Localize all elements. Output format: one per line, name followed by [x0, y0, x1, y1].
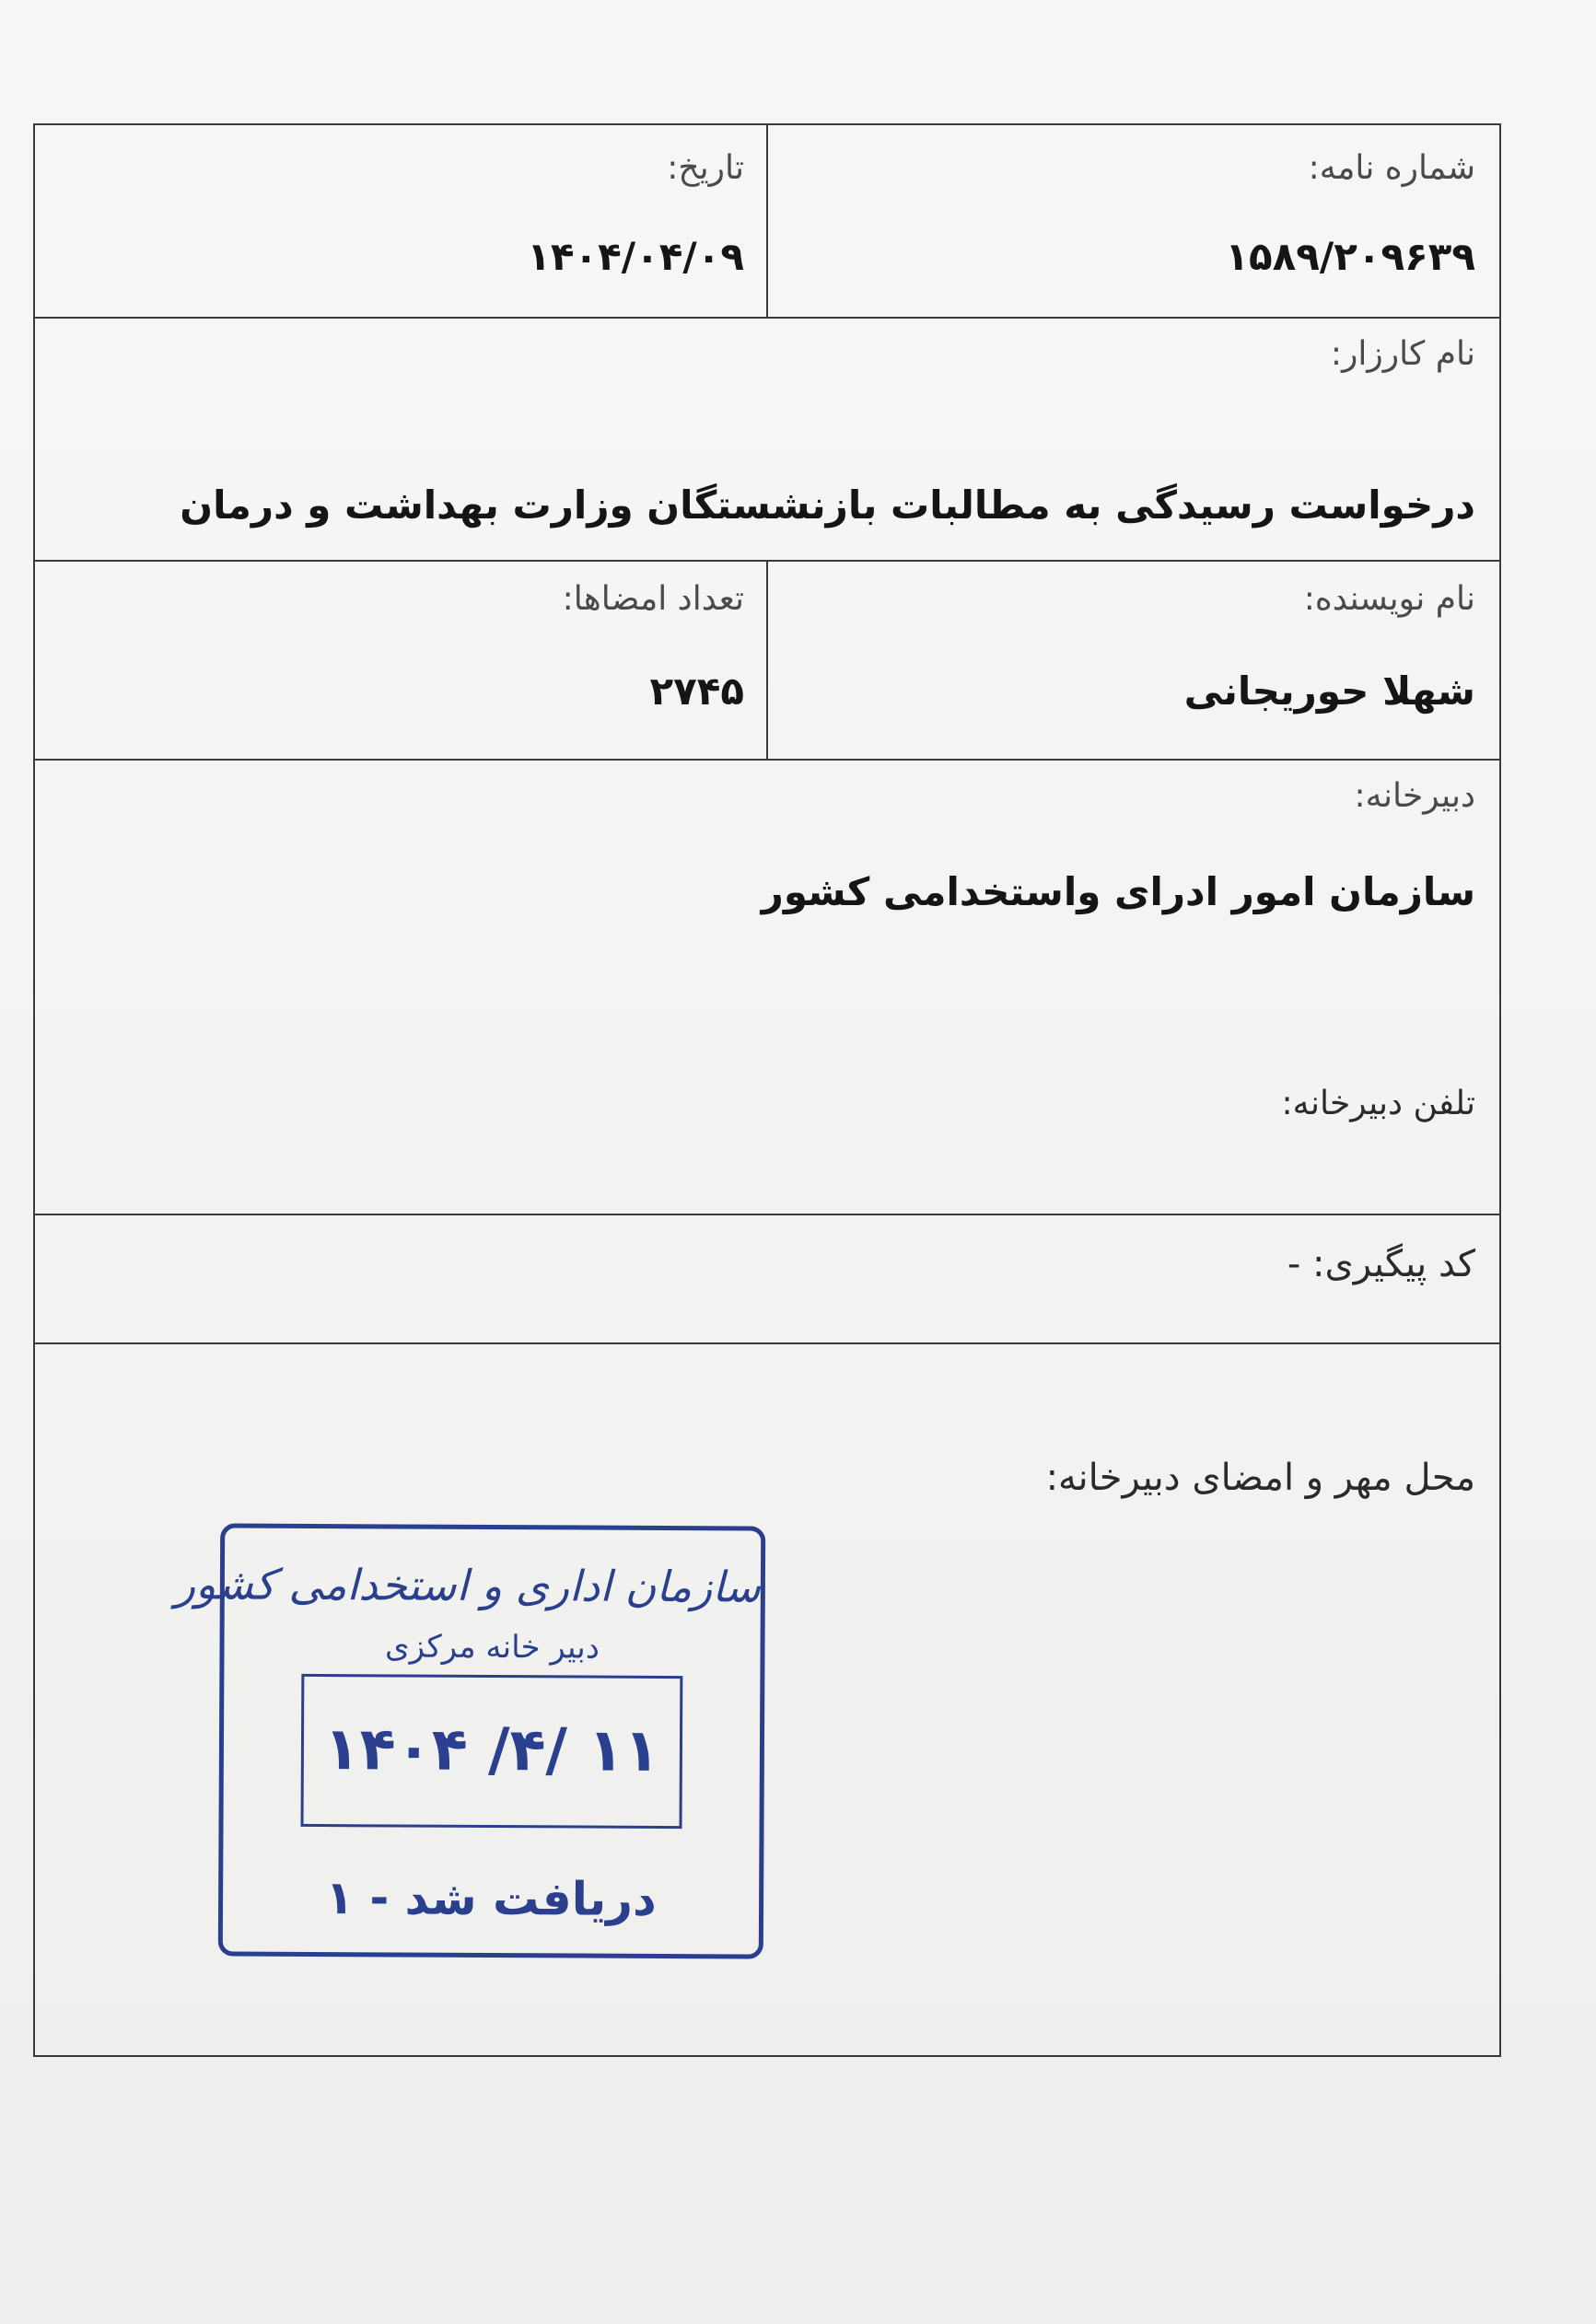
row-secretariat — [35, 761, 1499, 1215]
author-cell — [766, 562, 1499, 759]
letter-number-label: شماره نامه: — [1308, 149, 1475, 187]
stamp-date: ۱۴۰۴ /۴/ ۱۱ — [323, 1715, 660, 1785]
row-author — [35, 562, 1499, 761]
stamp-organization: سازمان اداری و استخدامی کشور — [174, 1559, 762, 1612]
secretariat-name: سازمان امور ادرای واستخدامی کشور — [761, 869, 1475, 914]
signatures-label: تعداد امضاها: — [562, 580, 744, 618]
row-tracking — [35, 1215, 1499, 1344]
row-campaign — [35, 319, 1499, 562]
letter-number-value: ۱۵۸۹/۲۰۹۶۳۹ — [1225, 234, 1475, 279]
stamp-office: دبیر خانه مرکزی — [385, 1628, 600, 1667]
campaign-title: درخواست رسیدگی به مطالبات بازنشستگان وزارت بهداشت و درمان — [180, 482, 1475, 528]
tracking-code-label: کد پیگیری: - — [1287, 1243, 1475, 1285]
secretariat-label: دبیرخانه: — [1354, 777, 1475, 815]
letter-number-cell — [766, 125, 1499, 317]
secretariat-phone-label: تلفن دبیرخانه: — [1281, 1085, 1475, 1122]
signatures-count: ۲۷۴۵ — [649, 668, 744, 714]
author-label: نام نویسنده: — [1303, 580, 1475, 618]
stamp-received-text: دریافت شد - ۱ — [325, 1871, 657, 1926]
date-label: تاریخ: — [667, 149, 744, 187]
author-name: شهلا حوریجانی — [1183, 668, 1475, 714]
seal-area-label: محل مهر و امضای دبیرخانه: — [1045, 1457, 1475, 1499]
signatures-cell — [35, 562, 768, 759]
stamp-date-box — [301, 1674, 683, 1829]
date-cell — [35, 125, 768, 317]
row-letter-info — [35, 125, 1499, 319]
campaign-label: نام کارزار: — [1330, 335, 1475, 373]
date-value: ۱۴۰۴/۰۴/۰۹ — [527, 234, 744, 279]
received-stamp — [174, 1523, 765, 1958]
